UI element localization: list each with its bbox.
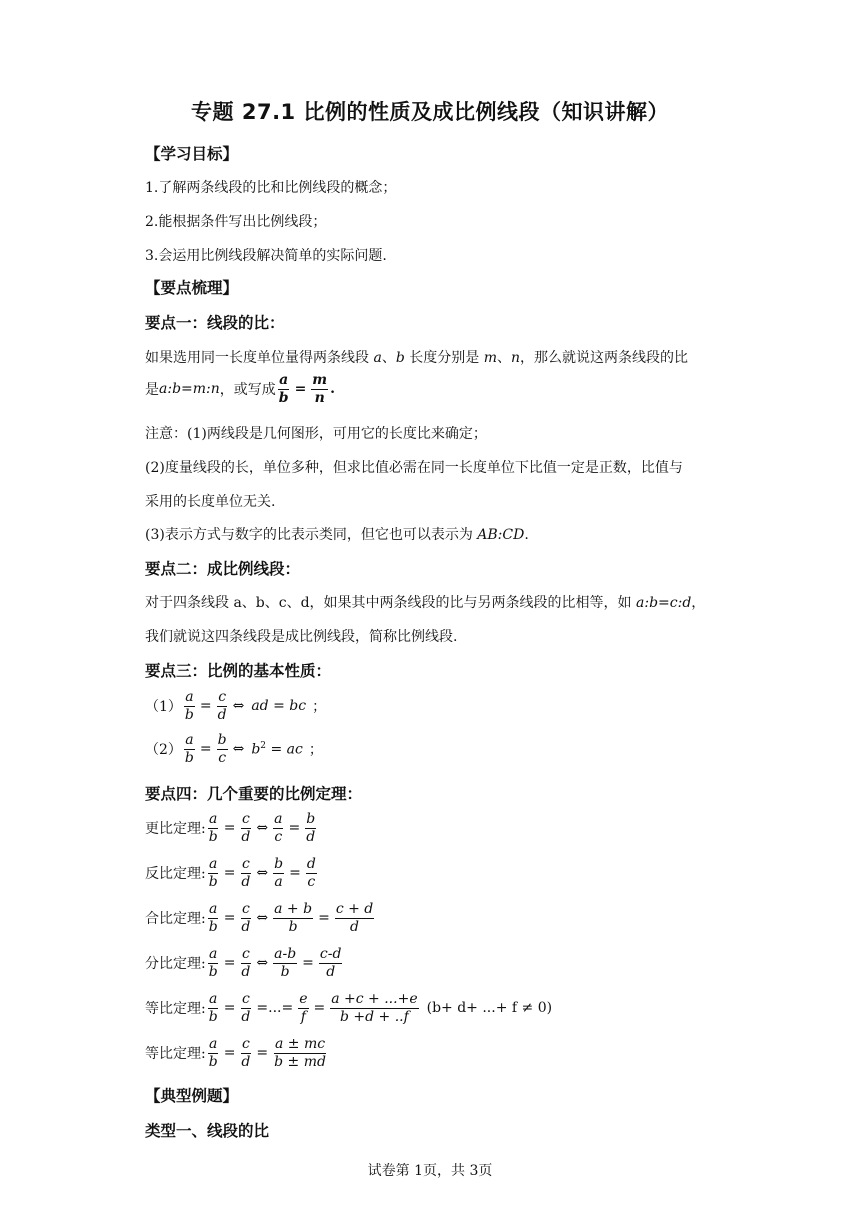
text: ，或写成 (219, 382, 276, 399)
note-2-line2: 采用的长度单位无关. (145, 494, 276, 510)
text: 如果选用同一长度单位量得两条线段 (145, 350, 374, 366)
fraction-m-over-n: $\frac{m}{n}$ (312, 372, 328, 406)
text: 、 (496, 350, 511, 366)
text: 长度分别是 (404, 350, 484, 366)
theorem-alternando: 更比定理: $\frac{a}{b}$ = $\frac{c}{d}$ ⇔ $\frac{a}{c}$ = $\frac{b}{d}$ (145, 811, 316, 845)
period: . (330, 381, 335, 398)
text: 、 (381, 350, 396, 366)
point1-definition-line2 (145, 373, 335, 405)
var-b: b (395, 350, 405, 366)
theorem-equal-ratios-2: 等比定理: $\frac{a}{b}$ = $\frac{c}{d}$ = $\frac{a \pm mc}{b \pm md}$ (145, 1036, 326, 1070)
ab-cd-ratio: AB:CD (477, 527, 525, 543)
theorem-componendo: 合比定理: $\frac{a}{b}$ = $\frac{c}{d}$ ⇔ $\frac{a + b}{b}$ = $\frac{c + d}{d}$ (145, 901, 374, 935)
point1-definition-line1 (145, 347, 688, 367)
note-3: (3)表示方式与数字的比表示类同，但它也可以表示为 AB:CD. (145, 527, 529, 543)
property-1: （1） $\frac{a}{b}$ = $\frac{c}{d}$ ⇔ ad = bc ； (145, 689, 327, 723)
var-a: a (373, 350, 382, 366)
theorem-equal-ratios-1: 等比定理: $\frac{a}{b}$ = $\frac{c}{d}$ =...= $\frac{e}{f}$ = $\frac{a +c + ...+e}{b +d + ..f}$ (b+ d+ ...+ f ≠ 0) (145, 991, 553, 1025)
text: ，那么就说这两条线段的比 (520, 350, 688, 366)
goal-item-2: 2.能根据条件写出比例线段； (145, 214, 327, 230)
fraction-a-over-b: $\frac{a}{b}$ (278, 372, 289, 406)
ad-equals-bc: ad = bc (251, 698, 307, 715)
text: 是 (145, 382, 159, 399)
var-m: m (483, 350, 497, 366)
var-n: n (510, 350, 520, 366)
property-2: （2） $\frac{a}{b}$ = $\frac{b}{c}$ ⇔ $b^2$ = ac ； (145, 732, 323, 766)
condition-text: (b+ d+ ...+ f ≠ 0) (426, 1000, 553, 1017)
equals-sign: = (294, 381, 307, 398)
examples-heading: 【典型例题】 (145, 1087, 239, 1105)
key-points-heading: 【要点梳理】 (145, 279, 239, 297)
note-2-line1: (2)度量线段的长，单位多种，但求比值必需在同一长度单位下比值一定是正数，比值与 (145, 460, 683, 476)
type1-heading: 类型一、线段的比 (145, 1122, 270, 1140)
b-squared-equals-ac: $b^2$ = ac (251, 740, 303, 758)
point1-heading: 要点一：线段的比： (145, 314, 285, 332)
theorem-dividendo: 分比定理: $\frac{a}{b}$ = $\frac{c}{d}$ ⇔ $\frac{a-b}{b}$ = $\frac{c-d}{d}$ (145, 946, 342, 980)
page-footer: 试卷第 1页，共 3页 (367, 1163, 493, 1179)
page-title: 专题 27.1 比例的性质及成比例线段（知识讲解） (191, 100, 669, 124)
point3-heading: 要点三：比例的基本性质： (145, 662, 332, 680)
goal-item-1: 1.了解两条线段的比和比例线段的概念； (145, 180, 397, 196)
point4-heading: 要点四：几个重要的比例定理： (145, 785, 363, 803)
note-1: 注意：(1)两线段是几何图形，可用它的长度比来确定； (145, 426, 487, 442)
ratio-abcd: a:b=c:d (636, 595, 692, 611)
point2-line1: 对于四条线段 a、b、c、d，如果其中两条线段的比与另两条线段的比相等，如 a:b=c:d， (145, 595, 706, 611)
learning-goals-heading: 【学习目标】 (145, 145, 239, 163)
goal-item-3: 3.会运用比例线段解决简单的实际问题. (145, 248, 387, 264)
point2-line2: 我们就说这四条线段是成比例线段，简称比例线段. (145, 629, 458, 645)
ratio-expression: a:b=m:n (159, 381, 220, 398)
theorem-invertendo: 反比定理: $\frac{a}{b}$ = $\frac{c}{d}$ ⇔ $\frac{b}{a}$ = $\frac{d}{c}$ (145, 856, 316, 890)
point2-heading: 要点二：成比例线段： (145, 560, 301, 578)
